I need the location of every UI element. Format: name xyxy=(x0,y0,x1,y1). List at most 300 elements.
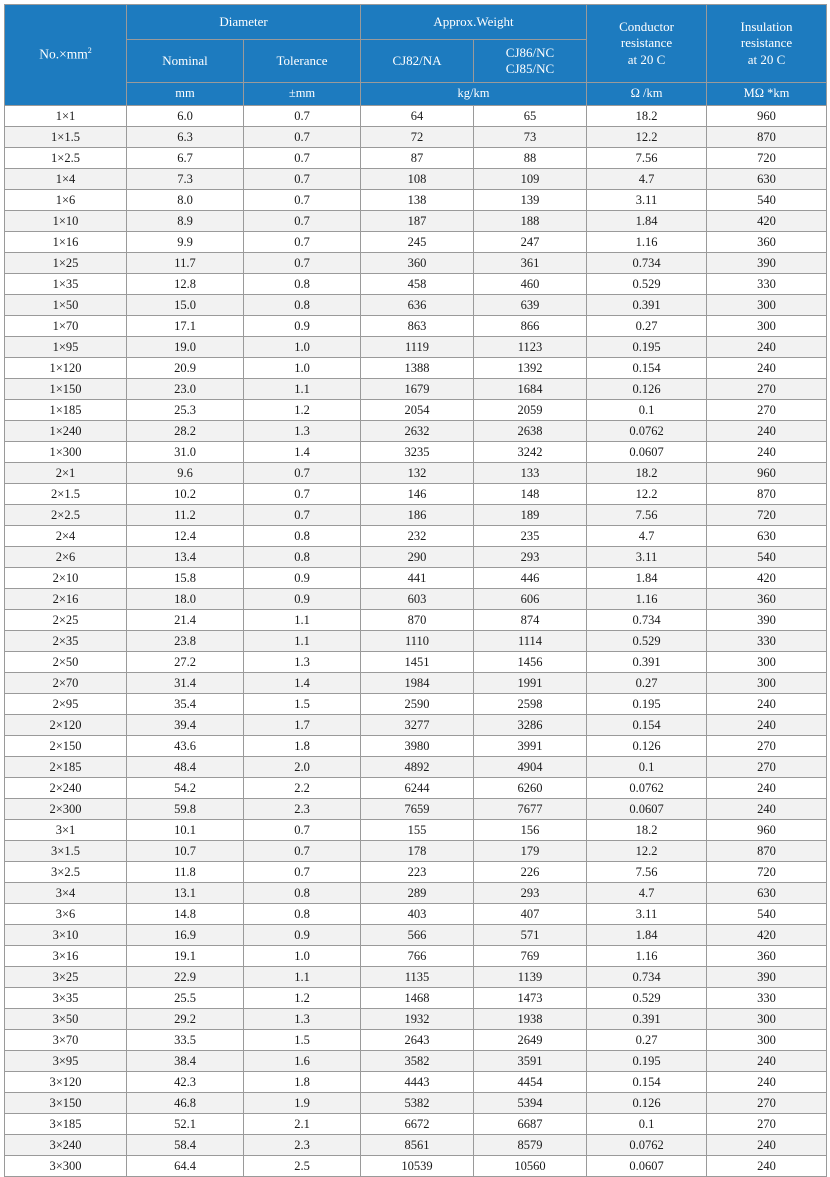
table-row xyxy=(5,232,827,253)
table-row xyxy=(5,1135,827,1156)
cell-cj82: 2632 xyxy=(361,421,474,442)
header-tolerance: Tolerance xyxy=(244,40,361,83)
cell-size: 2×35 xyxy=(5,631,127,652)
cell-size: 3×10 xyxy=(5,925,127,946)
cell-cj86: 3591 xyxy=(474,1051,587,1072)
cell-size: 1×10 xyxy=(5,211,127,232)
cell-nominal: 20.9 xyxy=(127,358,244,379)
cell-insulation: 630 xyxy=(707,526,827,547)
cell-insulation: 540 xyxy=(707,547,827,568)
cell-resistance: 0.0607 xyxy=(587,799,707,820)
cell-nominal: 15.8 xyxy=(127,568,244,589)
cell-tolerance: 0.9 xyxy=(244,589,361,610)
cell-cj82: 132 xyxy=(361,463,474,484)
cell-cj82: 1388 xyxy=(361,358,474,379)
cell-cj86: 148 xyxy=(474,484,587,505)
table-row xyxy=(5,799,827,820)
cell-size: 2×50 xyxy=(5,652,127,673)
cell-insulation: 240 xyxy=(707,1051,827,1072)
cell-cj82: 178 xyxy=(361,841,474,862)
cell-tolerance: 1.3 xyxy=(244,652,361,673)
cell-insulation: 360 xyxy=(707,232,827,253)
cell-cj82: 289 xyxy=(361,883,474,904)
cell-insulation: 240 xyxy=(707,778,827,799)
cell-size: 1×1.5 xyxy=(5,127,127,148)
cell-cj82: 1679 xyxy=(361,379,474,400)
cell-cj82: 566 xyxy=(361,925,474,946)
cell-insulation: 960 xyxy=(707,820,827,841)
cell-size: 2×185 xyxy=(5,757,127,778)
cell-cj86: 407 xyxy=(474,904,587,925)
cell-size: 3×16 xyxy=(5,946,127,967)
cell-nominal: 54.2 xyxy=(127,778,244,799)
cell-cj82: 1468 xyxy=(361,988,474,1009)
cell-size: 1×25 xyxy=(5,253,127,274)
cell-insulation: 240 xyxy=(707,694,827,715)
cell-cj86: 2649 xyxy=(474,1030,587,1051)
cell-nominal: 12.8 xyxy=(127,274,244,295)
header-unit-nominal: mm xyxy=(127,83,244,106)
cell-nominal: 58.4 xyxy=(127,1135,244,1156)
header-conductor-resistance xyxy=(587,5,707,83)
cell-nominal: 16.9 xyxy=(127,925,244,946)
header-unit-weight: kg/km xyxy=(361,83,587,106)
cell-resistance: 12.2 xyxy=(587,841,707,862)
cell-resistance: 0.154 xyxy=(587,358,707,379)
cell-resistance: 0.27 xyxy=(587,673,707,694)
cell-cj86: 5394 xyxy=(474,1093,587,1114)
cell-cj82: 7659 xyxy=(361,799,474,820)
cell-insulation: 390 xyxy=(707,253,827,274)
cell-cj86: 2598 xyxy=(474,694,587,715)
cell-resistance: 0.0607 xyxy=(587,1156,707,1177)
table-row xyxy=(5,1009,827,1030)
cell-nominal: 8.0 xyxy=(127,190,244,211)
cell-tolerance: 1.9 xyxy=(244,1093,361,1114)
cell-resistance: 0.195 xyxy=(587,694,707,715)
cell-nominal: 59.8 xyxy=(127,799,244,820)
cell-size: 1×150 xyxy=(5,379,127,400)
cell-tolerance: 2.3 xyxy=(244,1135,361,1156)
cell-nominal: 10.1 xyxy=(127,820,244,841)
cell-nominal: 9.9 xyxy=(127,232,244,253)
cell-cj82: 403 xyxy=(361,904,474,925)
cell-size: 3×185 xyxy=(5,1114,127,1135)
header-unit-resistance: Ω /km xyxy=(587,83,707,106)
cell-nominal: 9.6 xyxy=(127,463,244,484)
cell-tolerance: 0.8 xyxy=(244,274,361,295)
cell-nominal: 23.0 xyxy=(127,379,244,400)
cell-resistance: 0.0762 xyxy=(587,778,707,799)
table-row xyxy=(5,274,827,295)
cell-tolerance: 1.1 xyxy=(244,379,361,400)
cell-cj82: 1451 xyxy=(361,652,474,673)
cell-cj86: 88 xyxy=(474,148,587,169)
cell-cj82: 1110 xyxy=(361,631,474,652)
cell-size: 2×2.5 xyxy=(5,505,127,526)
cell-tolerance: 0.7 xyxy=(244,127,361,148)
table-row xyxy=(5,463,827,484)
table-header xyxy=(5,5,827,106)
header-cj86 xyxy=(474,40,587,83)
cell-resistance: 18.2 xyxy=(587,106,707,127)
table-row xyxy=(5,547,827,568)
cell-resistance: 12.2 xyxy=(587,127,707,148)
table-row xyxy=(5,169,827,190)
cell-size: 3×95 xyxy=(5,1051,127,1072)
cell-cj82: 8561 xyxy=(361,1135,474,1156)
table-row xyxy=(5,358,827,379)
cell-cj86: 8579 xyxy=(474,1135,587,1156)
cell-size: 3×150 xyxy=(5,1093,127,1114)
cell-resistance: 0.27 xyxy=(587,1030,707,1051)
cell-size: 2×25 xyxy=(5,610,127,631)
cell-tolerance: 1.4 xyxy=(244,442,361,463)
cell-nominal: 46.8 xyxy=(127,1093,244,1114)
cell-tolerance: 1.3 xyxy=(244,421,361,442)
cell-cj82: 2054 xyxy=(361,400,474,421)
cell-cj82: 4892 xyxy=(361,757,474,778)
table-row xyxy=(5,190,827,211)
table-row xyxy=(5,148,827,169)
cell-tolerance: 1.1 xyxy=(244,631,361,652)
cell-tolerance: 0.7 xyxy=(244,253,361,274)
cell-cj86: 4904 xyxy=(474,757,587,778)
cell-cj82: 138 xyxy=(361,190,474,211)
cell-resistance: 0.154 xyxy=(587,1072,707,1093)
cell-resistance: 0.154 xyxy=(587,715,707,736)
header-insulation-resistance-line2: resistance xyxy=(740,35,793,51)
cell-cj86: 4454 xyxy=(474,1072,587,1093)
table-row xyxy=(5,1114,827,1135)
cell-tolerance: 0.7 xyxy=(244,211,361,232)
cell-tolerance: 1.5 xyxy=(244,694,361,715)
header-size-label: No.×mm xyxy=(39,46,88,62)
cell-nominal: 31.0 xyxy=(127,442,244,463)
cell-size: 2×150 xyxy=(5,736,127,757)
cell-cj82: 360 xyxy=(361,253,474,274)
cell-cj82: 3980 xyxy=(361,736,474,757)
table-row xyxy=(5,127,827,148)
cell-size: 3×1 xyxy=(5,820,127,841)
cell-tolerance: 0.8 xyxy=(244,883,361,904)
cell-cj82: 6244 xyxy=(361,778,474,799)
table-row xyxy=(5,883,827,904)
header-cj86-line1: CJ86/NC xyxy=(505,44,555,60)
cell-cj82: 870 xyxy=(361,610,474,631)
table-row xyxy=(5,379,827,400)
cell-cj86: 65 xyxy=(474,106,587,127)
cell-cj86: 874 xyxy=(474,610,587,631)
cell-tolerance: 2.0 xyxy=(244,757,361,778)
cell-resistance: 0.391 xyxy=(587,295,707,316)
cell-resistance: 0.1 xyxy=(587,1114,707,1135)
cell-cj82: 441 xyxy=(361,568,474,589)
cell-nominal: 19.1 xyxy=(127,946,244,967)
cell-tolerance: 0.8 xyxy=(244,547,361,568)
cell-tolerance: 0.9 xyxy=(244,316,361,337)
cell-cj82: 186 xyxy=(361,505,474,526)
cell-size: 1×6 xyxy=(5,190,127,211)
cell-tolerance: 0.7 xyxy=(244,862,361,883)
cell-insulation: 300 xyxy=(707,1030,827,1051)
cell-size: 1×70 xyxy=(5,316,127,337)
table-row xyxy=(5,820,827,841)
cell-nominal: 48.4 xyxy=(127,757,244,778)
cell-size: 2×6 xyxy=(5,547,127,568)
cell-nominal: 31.4 xyxy=(127,673,244,694)
cell-tolerance: 0.7 xyxy=(244,841,361,862)
cell-tolerance: 1.0 xyxy=(244,358,361,379)
cell-insulation: 300 xyxy=(707,1009,827,1030)
cell-cj82: 1984 xyxy=(361,673,474,694)
cell-nominal: 38.4 xyxy=(127,1051,244,1072)
cell-size: 1×95 xyxy=(5,337,127,358)
cell-nominal: 6.0 xyxy=(127,106,244,127)
header-insulation-resistance xyxy=(707,5,827,83)
cell-cj82: 146 xyxy=(361,484,474,505)
cell-cj86: 3286 xyxy=(474,715,587,736)
cell-nominal: 11.8 xyxy=(127,862,244,883)
table-row xyxy=(5,211,827,232)
cell-insulation: 420 xyxy=(707,925,827,946)
cell-nominal: 13.4 xyxy=(127,547,244,568)
table-row xyxy=(5,694,827,715)
cell-cj82: 1119 xyxy=(361,337,474,358)
cell-insulation: 270 xyxy=(707,400,827,421)
cell-tolerance: 1.6 xyxy=(244,1051,361,1072)
cell-size: 1×185 xyxy=(5,400,127,421)
cell-insulation: 270 xyxy=(707,1114,827,1135)
table-row xyxy=(5,778,827,799)
cell-cj86: 226 xyxy=(474,862,587,883)
cell-resistance: 1.16 xyxy=(587,232,707,253)
cell-tolerance: 0.7 xyxy=(244,820,361,841)
cell-size: 2×240 xyxy=(5,778,127,799)
cell-tolerance: 2.1 xyxy=(244,1114,361,1135)
cell-tolerance: 0.7 xyxy=(244,190,361,211)
cell-tolerance: 0.7 xyxy=(244,169,361,190)
cell-insulation: 240 xyxy=(707,1135,827,1156)
cell-tolerance: 0.7 xyxy=(244,148,361,169)
cell-resistance: 0.734 xyxy=(587,967,707,988)
cell-insulation: 240 xyxy=(707,799,827,820)
cell-cj86: 188 xyxy=(474,211,587,232)
table-row xyxy=(5,505,827,526)
cell-nominal: 10.2 xyxy=(127,484,244,505)
cell-tolerance: 1.2 xyxy=(244,400,361,421)
cell-insulation: 270 xyxy=(707,1093,827,1114)
header-unit-insulation: MΩ *km xyxy=(707,83,827,106)
cell-size: 3×300 xyxy=(5,1156,127,1177)
cell-size: 1×35 xyxy=(5,274,127,295)
cell-insulation: 960 xyxy=(707,463,827,484)
cell-resistance: 0.529 xyxy=(587,988,707,1009)
cell-cj82: 64 xyxy=(361,106,474,127)
cell-resistance: 0.0607 xyxy=(587,442,707,463)
header-size xyxy=(5,5,127,106)
cell-insulation: 540 xyxy=(707,904,827,925)
cell-nominal: 42.3 xyxy=(127,1072,244,1093)
cell-resistance: 1.84 xyxy=(587,925,707,946)
cell-resistance: 0.529 xyxy=(587,631,707,652)
cell-tolerance: 1.8 xyxy=(244,1072,361,1093)
table-row xyxy=(5,526,827,547)
cell-tolerance: 0.7 xyxy=(244,106,361,127)
cell-insulation: 300 xyxy=(707,652,827,673)
cell-size: 1×50 xyxy=(5,295,127,316)
cell-insulation: 360 xyxy=(707,946,827,967)
cell-cj86: 139 xyxy=(474,190,587,211)
cell-resistance: 0.195 xyxy=(587,337,707,358)
cell-size: 2×1.5 xyxy=(5,484,127,505)
table-body xyxy=(5,106,827,1177)
cell-nominal: 29.2 xyxy=(127,1009,244,1030)
cell-size: 3×120 xyxy=(5,1072,127,1093)
table-row xyxy=(5,862,827,883)
cell-cj86: 769 xyxy=(474,946,587,967)
cable-specification-table xyxy=(4,4,827,1177)
cell-nominal: 8.9 xyxy=(127,211,244,232)
table-row xyxy=(5,1051,827,1072)
cell-tolerance: 0.7 xyxy=(244,232,361,253)
cell-insulation: 870 xyxy=(707,484,827,505)
cell-size: 2×10 xyxy=(5,568,127,589)
cell-insulation: 420 xyxy=(707,568,827,589)
cell-nominal: 21.4 xyxy=(127,610,244,631)
header-size-exponent: 2 xyxy=(87,46,92,56)
cell-cj82: 223 xyxy=(361,862,474,883)
cell-nominal: 28.2 xyxy=(127,421,244,442)
table-row xyxy=(5,589,827,610)
cell-cj82: 10539 xyxy=(361,1156,474,1177)
header-conductor-resistance-line2: resistance xyxy=(620,35,673,51)
cell-cj86: 2059 xyxy=(474,400,587,421)
cell-resistance: 3.11 xyxy=(587,904,707,925)
cell-cj86: 3242 xyxy=(474,442,587,463)
cell-tolerance: 1.1 xyxy=(244,967,361,988)
cell-insulation: 300 xyxy=(707,673,827,694)
cell-cj82: 3582 xyxy=(361,1051,474,1072)
table-row xyxy=(5,946,827,967)
header-cj86-line2: CJ85/NC xyxy=(505,61,555,76)
cell-nominal: 33.5 xyxy=(127,1030,244,1051)
cell-cj86: 1938 xyxy=(474,1009,587,1030)
cell-cj86: 1392 xyxy=(474,358,587,379)
cell-size: 3×240 xyxy=(5,1135,127,1156)
cell-resistance: 1.84 xyxy=(587,211,707,232)
cell-cj86: 189 xyxy=(474,505,587,526)
cell-tolerance: 2.5 xyxy=(244,1156,361,1177)
cell-insulation: 630 xyxy=(707,883,827,904)
cell-cj82: 1932 xyxy=(361,1009,474,1030)
table-row xyxy=(5,106,827,127)
cell-cj86: 1991 xyxy=(474,673,587,694)
cell-size: 2×300 xyxy=(5,799,127,820)
cell-tolerance: 2.3 xyxy=(244,799,361,820)
cell-nominal: 22.9 xyxy=(127,967,244,988)
cell-size: 3×50 xyxy=(5,1009,127,1030)
table-row xyxy=(5,988,827,1009)
cell-resistance: 7.56 xyxy=(587,862,707,883)
table-row xyxy=(5,967,827,988)
cell-size: 3×1.5 xyxy=(5,841,127,862)
cell-cj86: 1684 xyxy=(474,379,587,400)
cell-size: 2×70 xyxy=(5,673,127,694)
cell-resistance: 0.734 xyxy=(587,610,707,631)
cell-tolerance: 1.1 xyxy=(244,610,361,631)
cell-tolerance: 0.8 xyxy=(244,295,361,316)
cell-resistance: 0.391 xyxy=(587,652,707,673)
cell-insulation: 870 xyxy=(707,841,827,862)
cell-cj82: 5382 xyxy=(361,1093,474,1114)
cell-size: 3×4 xyxy=(5,883,127,904)
cell-insulation: 420 xyxy=(707,211,827,232)
cell-size: 1×4 xyxy=(5,169,127,190)
cell-cj86: 6687 xyxy=(474,1114,587,1135)
cell-resistance: 4.7 xyxy=(587,169,707,190)
cell-size: 1×2.5 xyxy=(5,148,127,169)
cell-size: 2×16 xyxy=(5,589,127,610)
cell-insulation: 270 xyxy=(707,757,827,778)
cell-cj86: 73 xyxy=(474,127,587,148)
cell-tolerance: 1.3 xyxy=(244,1009,361,1030)
cell-cj86: 571 xyxy=(474,925,587,946)
cell-cj82: 766 xyxy=(361,946,474,967)
cell-cj86: 1114 xyxy=(474,631,587,652)
cell-cj82: 245 xyxy=(361,232,474,253)
table-row xyxy=(5,337,827,358)
cell-cj86: 6260 xyxy=(474,778,587,799)
table-row xyxy=(5,1156,827,1177)
cell-size: 2×1 xyxy=(5,463,127,484)
cell-insulation: 630 xyxy=(707,169,827,190)
table-row xyxy=(5,568,827,589)
cell-cj82: 1135 xyxy=(361,967,474,988)
cell-size: 3×35 xyxy=(5,988,127,1009)
cell-resistance: 7.56 xyxy=(587,148,707,169)
cell-cj86: 235 xyxy=(474,526,587,547)
header-insulation-resistance-line1: Insulation xyxy=(740,19,793,35)
cell-resistance: 0.126 xyxy=(587,736,707,757)
cell-insulation: 540 xyxy=(707,190,827,211)
cell-cj82: 636 xyxy=(361,295,474,316)
table-row xyxy=(5,652,827,673)
cell-insulation: 240 xyxy=(707,715,827,736)
cell-nominal: 12.4 xyxy=(127,526,244,547)
cell-cj86: 639 xyxy=(474,295,587,316)
cell-nominal: 23.8 xyxy=(127,631,244,652)
cell-insulation: 330 xyxy=(707,274,827,295)
cell-cj86: 866 xyxy=(474,316,587,337)
cell-size: 3×70 xyxy=(5,1030,127,1051)
cell-cj82: 187 xyxy=(361,211,474,232)
cell-resistance: 0.0762 xyxy=(587,421,707,442)
cell-tolerance: 1.8 xyxy=(244,736,361,757)
cell-insulation: 270 xyxy=(707,736,827,757)
cell-cj86: 7677 xyxy=(474,799,587,820)
cell-cj86: 1139 xyxy=(474,967,587,988)
cell-nominal: 25.3 xyxy=(127,400,244,421)
cell-insulation: 240 xyxy=(707,1156,827,1177)
cell-cj86: 446 xyxy=(474,568,587,589)
cell-cj86: 3991 xyxy=(474,736,587,757)
cell-size: 2×95 xyxy=(5,694,127,715)
cell-resistance: 18.2 xyxy=(587,820,707,841)
cell-tolerance: 1.0 xyxy=(244,946,361,967)
cell-nominal: 11.2 xyxy=(127,505,244,526)
cell-nominal: 6.3 xyxy=(127,127,244,148)
